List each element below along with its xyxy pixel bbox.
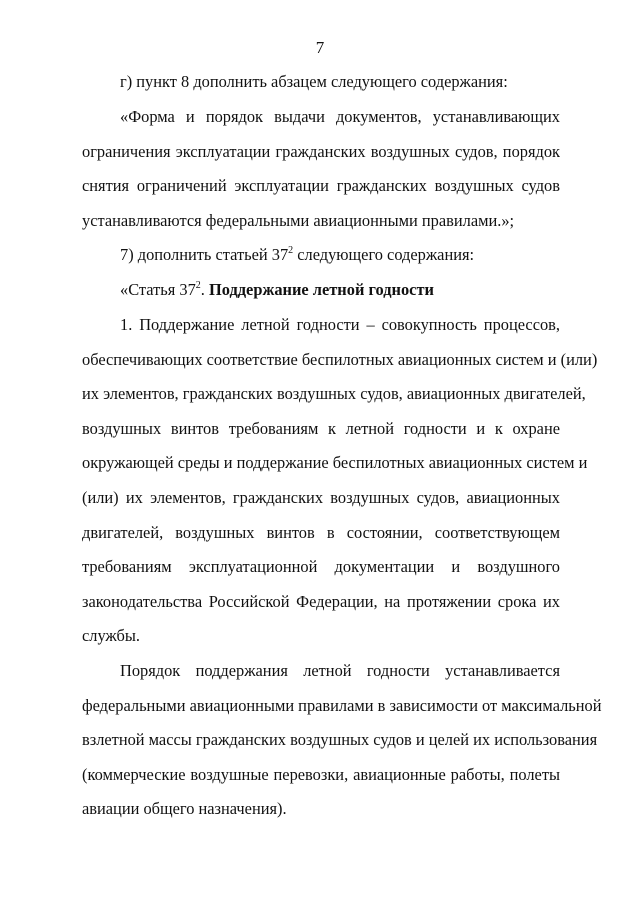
text-line: Порядок поддержания летной годности устанавливается xyxy=(120,661,560,680)
text-line: устанавливаются федеральными авиационными правилами.»; xyxy=(82,211,515,230)
article-heading: «Статья $37^2$. Поддержание летной годности xyxy=(120,279,434,299)
text-line: (или) их элементов, гражданских воздушных судов, авиационных xyxy=(82,488,560,507)
text-line: взлетной массы гражданских воздушных судов и целей их использования xyxy=(82,730,598,749)
text-line: окружающей среды и поддержание беспилотных авиационных систем и xyxy=(82,453,588,472)
text-line: требованиям эксплуатационной документации и воздушного xyxy=(82,557,560,576)
text-line: г) пункт 8 дополнить абзацем следующего содержания: xyxy=(120,72,508,91)
text-line: авиации общего назначения). xyxy=(82,799,287,818)
text-line: законодательства Российской Федерации, на протяжении срока их xyxy=(82,592,560,611)
article-title: Поддержание летной годности xyxy=(209,280,434,299)
page-number: 7 xyxy=(315,38,325,57)
text-line: снятия ограничений эксплуатации гражданских воздушных судов xyxy=(82,176,560,195)
superscript: 2 xyxy=(288,244,294,256)
text-line: воздушных винтов требованиям к летной годности и к охране xyxy=(82,419,560,438)
text-line: 7) дополнить статьей $37^2$ следующего содержания: xyxy=(120,244,475,264)
text-line: федеральными авиационными правилами в зависимости от максимальной xyxy=(82,696,602,715)
superscript: 2 xyxy=(195,279,201,291)
text-line: двигателей, воздушных винтов в состоянии, соответствующем xyxy=(82,523,560,542)
text-line: 1. Поддержание летной годности – совокупность процессов, xyxy=(120,315,560,334)
text-line: обеспечивающих соответствие беспилотных авиационных систем и (или) xyxy=(82,350,598,369)
text-line: их элементов, гражданских воздушных судов, авиационных двигателей, xyxy=(82,384,586,403)
text-line: «Форма и порядок выдачи документов, устанавливающих xyxy=(120,107,560,126)
text-line: (коммерческие воздушные перевозки, авиационные работы, полеты xyxy=(82,765,560,784)
text-line: службы. xyxy=(82,626,140,645)
text-line: ограничения эксплуатации гражданских воздушных судов, порядок xyxy=(82,142,560,161)
